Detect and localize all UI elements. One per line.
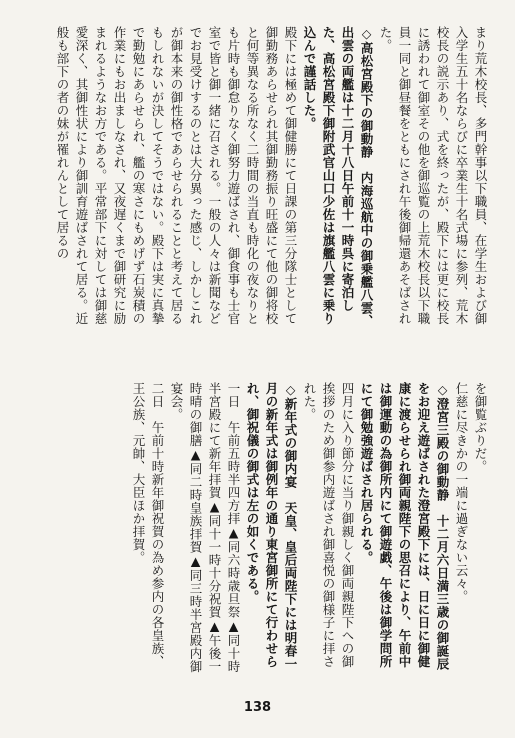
paragraph-schedule-day2: 二日 午前十時新年御祝賀の為め参内の各皇族、王公族、元帥、大臣ほか拝賀。 <box>131 382 165 668</box>
paragraph: 四月に入り節分に当り御親しく御両親陛下への御挨拶のため御参内遊ばされ御喜悦の御様子に拝された。 <box>302 382 355 668</box>
paragraph: 殿下には極めて御健勝にて日課の第三分隊士として御勤務あらせられ其御勤務振り旺盛にて他の御将校と何等異なる所なく二時間の当直も時化の夜なりとも片時も御怠りなく御努力遊ばされ、御食事も士官室で皆と御一緒に召される。一般の人々は新聞などでお見受けするのとは大分異った感じ、しかしこれが御本来の御性格であらせられることと考えて居るもしれないが決してそうではない。殿下は実に真摯で勤勉にあらせられ、艦の寒さにもめげず石炭積の作業にもお出ましなされ、又夜遅くまで御研究に励まれるようなお方である。平常部下に対しては御慈愛深く、其御性状により御訓育遊ばされて居る。近般も部下の者の妹が罹れんとして居るの <box>55 26 298 325</box>
paragraph: 仁慈に尽きかの一端に過ぎない云々。 <box>454 382 469 603</box>
top-text-block <box>30 26 490 332</box>
paragraph-sumi-heading: ◇澄宮三殿の御動静 十二月六日満三歳の御誕辰をお迎え遊ばされた澄宮殿下には、日に日に御健康に渡らせられ御両親陛下の思召により、午前中は御運動の為御所内にて御遊戯、午後は御学問所にて御勉強遊ばされ居られる。 <box>359 382 450 671</box>
paragraph-newyear-heading: ◇新年式の御内宴 天皇、皇后両陛下には明春一月の新年式は御例年の通り東宮御所にて行わせられ、御祝儀の御式は左の如くである。 <box>245 382 298 671</box>
paragraph-schedule-day1: 一日 午前五時半四方拝▲同六時歳旦祭▲同十時半宮殿にて新年拝賀▲同十一時十分祝賀▲午後一時晴の御膳▲同二時皇族拝賀▲同三時半宮殿内御宴会。 <box>169 382 241 673</box>
paragraph: まり荒木校長、多門幹事以下職員、在学生および御入学生五十名ならびに卒業生十名式場に参列、荒木校長の説示あり、式を終ったが、殿下には更に校長に誘われて御室その他を御巡覧の上荒木校長以下職員一同と御昼餐をともにされ午後御帰還あそばされた。 <box>378 26 488 325</box>
paragraph-takamatsu-heading: ◇高松宮殿下の御動静 内海巡航中の御乗艦八雲、出雲の両艦は十二月十八日午前十一時呉に寄泊した、高松宮殿下御附武官山口少佐は旗艦八雲に乗り込んで謹話した。 <box>302 26 374 328</box>
paragraph: を御覧ぶりだ。 <box>473 382 488 473</box>
top-vertical-columns <box>30 26 490 332</box>
bottom-vertical-columns <box>30 382 490 678</box>
bottom-text-block <box>30 382 490 678</box>
page-number: 138 <box>243 700 272 715</box>
